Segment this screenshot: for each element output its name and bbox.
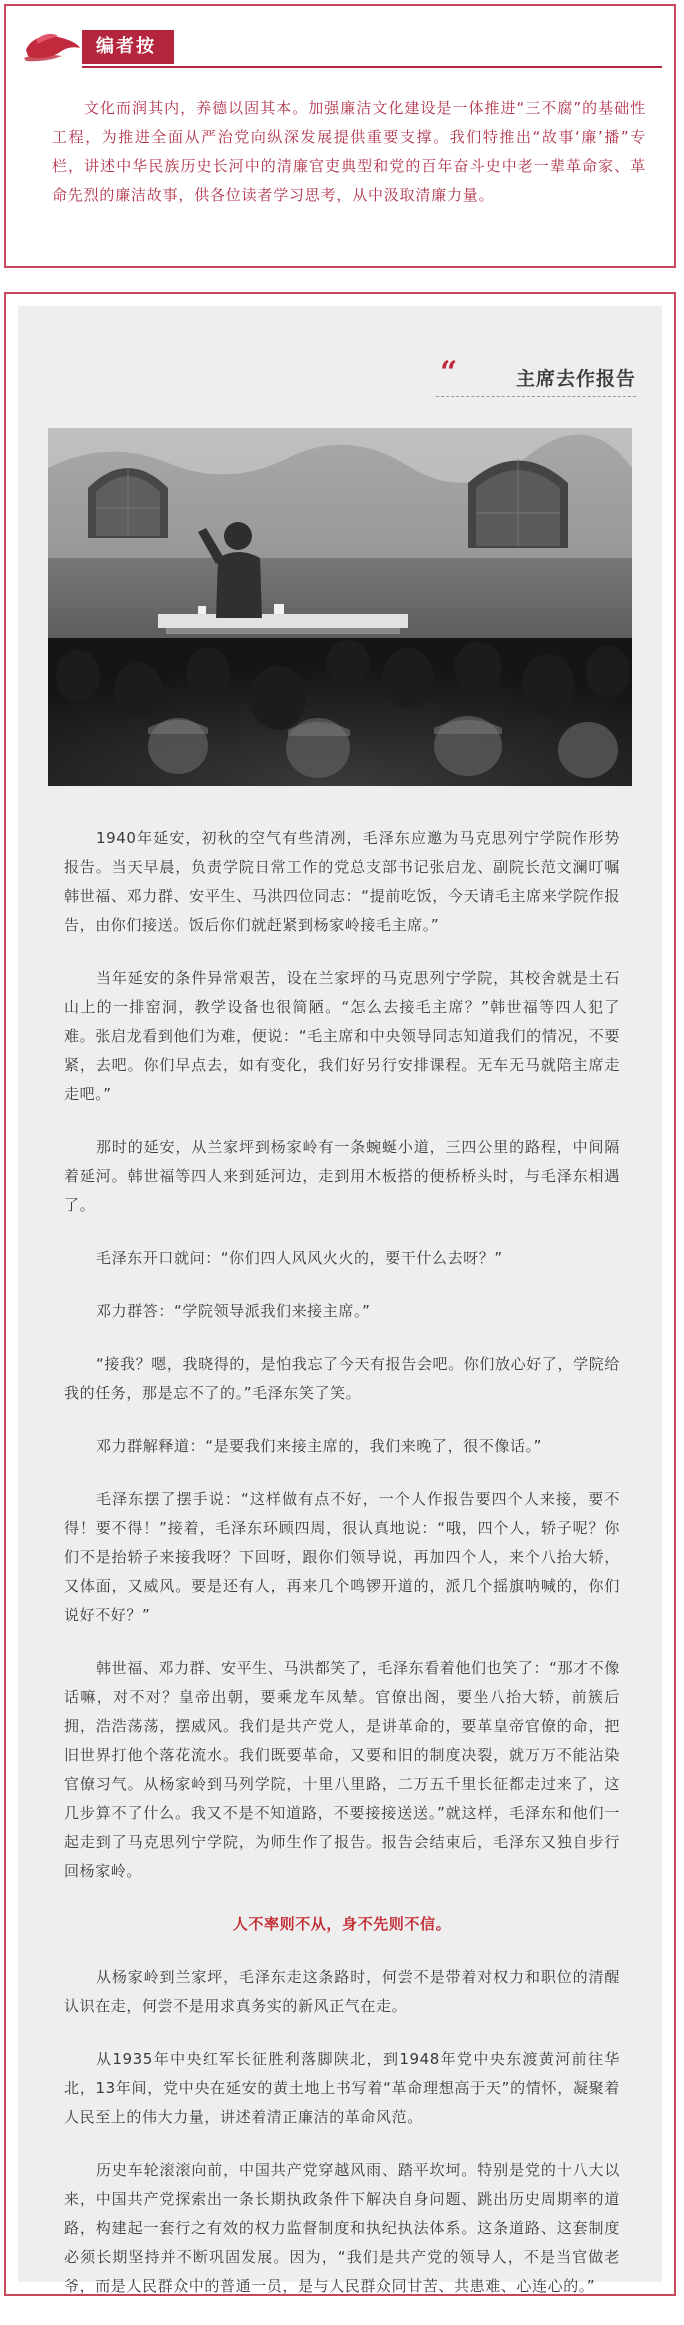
section-header <box>436 355 636 398</box>
title-underline <box>82 66 662 68</box>
editor-note-box <box>4 4 676 268</box>
article-paragraph: 邓力群解释道：“是要我们来接主席的，我们来晚了，很不像话。” <box>96 1437 543 1455</box>
article-paragraph: 1940年延安，初秋的空气有些清冽，毛泽东应邀为马克思列宁学院作形势报告。当天早晨，负责学院日常工作的党总支部书记张启龙、副院长范文澜叮嘱韩世福、邓力群、安平生、马洪四位同志：“提前吃饭，今天请毛主席来学院作报告，由你们接送。饭后你们就赶紧到杨家岭接毛主席。” <box>64 829 620 934</box>
article-paragraph: 历史车轮滚滚向前，中国共产党穿越风雨、踏平坎坷。特别是党的十八大以来，中国共产党探索出一条长期执政条件下解决自身问题、跳出历史周期率的道路，构建起一套行之有效的权力监督制度和执纪执法体系。这条道路、这套制度必须长期坚持并不断巩固发展。因为，“我们是共产党的领导人，不是当官做老爷，而是人民群众中的普通一员，是与人民群众同甘苦、共患难、心连心的。” <box>64 2161 620 2295</box>
article-frame <box>4 292 676 2296</box>
article-paragraphs <box>64 824 620 2325</box>
editor-note-text: 文化而润其内，养德以固其本。加强廉洁文化建设是一体推进“三不腐”的基础性工程，为推进全面从严治党向纵深发展提供重要支撑。我们特推出“故事‘廉’播”专栏，讲述中华民族历史长河中的清廉官吏典型和党的百年奋斗史中老一辈革命家、革命先烈的廉洁故事，供各位读者学习思考，从中汲取清廉力量。 <box>52 99 646 204</box>
article-paragraph: 那时的延安，从兰家坪到杨家岭有一条蜿蜒小道，三四公里的路程，中间隔着延河。韩世福等四人来到延河边，走到用木板搭的便桥桥头时，与毛泽东相遇了。 <box>64 1138 620 1214</box>
article-paragraph: “接我？嗯，我晓得的，是怕我忘了今天有报告会吧。你们放心好了，学院给我的任务，那是忘不了的。”毛泽东笑了笑。 <box>64 1355 620 1402</box>
historical-photo <box>48 428 632 786</box>
article-paragraph: 毛泽东开口就问：“你们四人风风火火的，要干什么去呀？” <box>96 1249 503 1267</box>
editor-note-title: 编者按 <box>82 30 174 64</box>
article-paragraph: 当年延安的条件异常艰苦，设在兰家坪的马克思列宁学院，其校舍就是土石山上的一排窑洞，教学设备也很简陋。“怎么去接毛主席？”韩世福等四人犯了难。张启龙看到他们为难，便说：“毛主席和中央领导同志知道我们的情况，不要紧，去吧。你们早点去，如有变化，我们好另行安排课程。无车无马就陪主席走走吧。” <box>64 969 620 1103</box>
editor-note-header <box>20 28 660 68</box>
article-body <box>18 306 662 2295</box>
red-brush-stroke-icon <box>22 30 80 64</box>
title-divider <box>436 396 636 397</box>
article-title: 主席去作报告 <box>515 368 636 390</box>
article-paragraph: 韩世福、邓力群、安平生、马洪都笑了，毛泽东看着他们也笑了：“那才不像话嘛，对不对？皇帝出朝，要乘龙车凤辇。官僚出阁，要坐八抬大轿，前簇后拥，浩浩荡荡，摆威风。我们是共产党人，是讲革命的，要革皇帝官僚的命，把旧世界打他个落花流水。我们既要革命，又要和旧的制度决裂，就万万不能沾染官僚习气。从杨家岭到马列学院，十里八里路，二万五千里长征都走过来了，这几步算不了什么。我又不是不知道路，不要接接送送。”就这样，毛泽东和他们一起走到了马克思列宁学院，为师生作了报告。报告会结束后，毛泽东又独自步行回杨家岭。 <box>64 1659 620 1880</box>
emphasis-quote: 人不率则不从，身不先则不信。 <box>232 1915 452 1933</box>
article-paragraph: 从1935年中央红军长征胜利落脚陕北，到1948年党中央东渡黄河前往华北，13年间，党中央在延安的黄土地上书写着“革命理想高于天”的情怀，凝聚着人民至上的伟大力量，讲述着清正廉洁的革命风范。 <box>64 2050 620 2126</box>
article-paragraph: 毛泽东摆了摆手说：“这样做有点不好，一个人作报告要四个人来接，要不得！要不得！”接着，毛泽东环顾四周，很认真地说：“哦，四个人，轿子呢？你们不是抬轿子来接我呀？下回呀，跟你们领导说，再加四个人，来个八抬大轿，又体面，又威风。要是还有人，再来几个鸣锣开道的，派几个摇旗呐喊的，你们说好不好？” <box>64 1490 620 1624</box>
article-paragraph: 从杨家岭到兰家坪，毛泽东走这条路时，何尝不是带着对权力和职位的清醒认识在走，何尝不是用求真务实的新风正气在走。 <box>64 1968 620 2015</box>
quote-mark-icon: “ <box>440 355 458 390</box>
article-paragraph: 邓力群答：“学院领导派我们来接主席。” <box>96 1302 371 1320</box>
